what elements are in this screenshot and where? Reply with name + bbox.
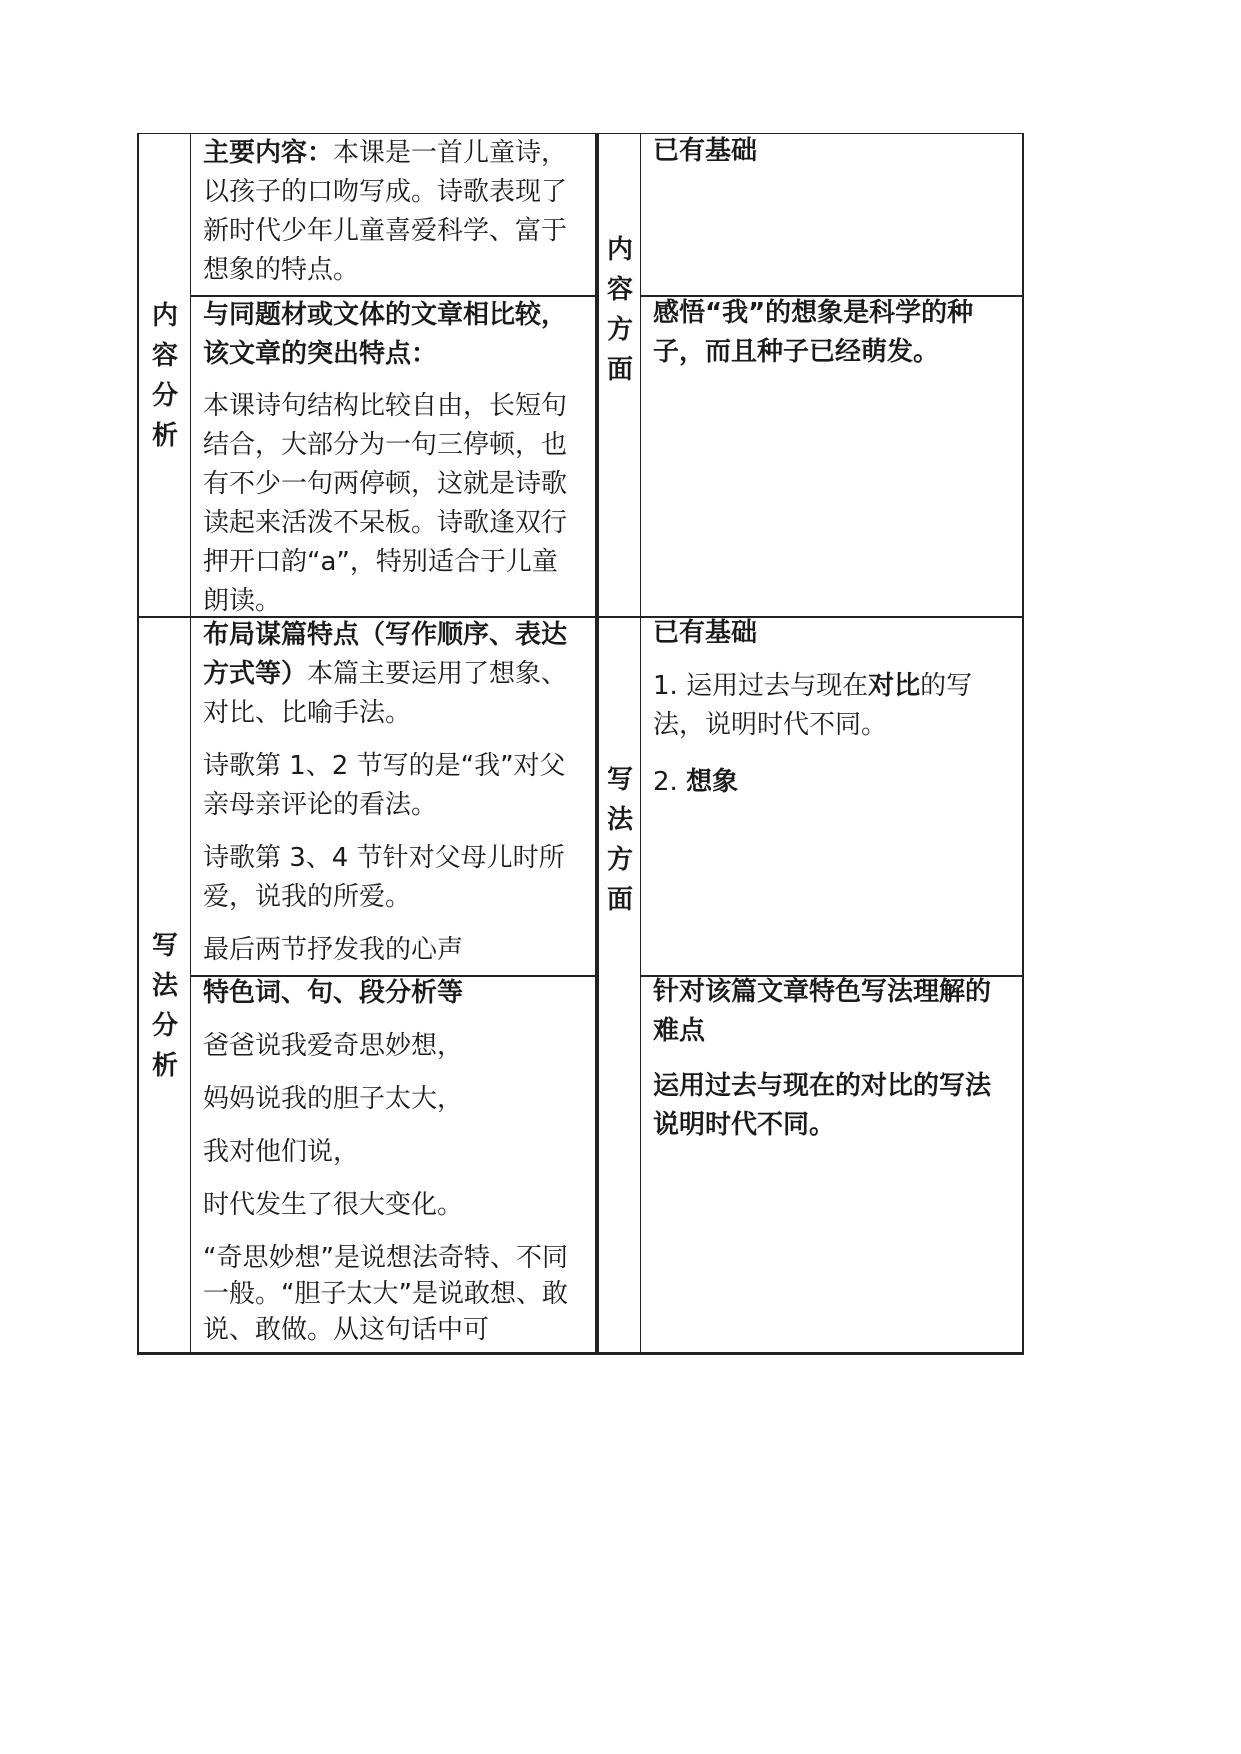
feature-line: 妈妈说我的胆子太大， (203, 1084, 464, 1114)
table-divider-col1 (190, 133, 191, 1354)
content-existing-basis: 已有基础 (653, 136, 758, 166)
layout-paragraph: 诗歌第 3、4 节针对父母儿时所爱，说我的所爱。 (203, 843, 565, 912)
layout-features-cell (203, 616, 583, 970)
writing-difficulty-heading: 针对该篇文章特色写法理解的难点 (653, 977, 992, 1046)
feature-heading: 特色词、句、段分析等 (203, 978, 464, 1008)
writing-difficulty-cell (653, 973, 1008, 1145)
feature-line: 我对他们说， (203, 1137, 360, 1167)
table-border-right (1022, 133, 1024, 1354)
feature-line: 爸爸说我爱奇思妙想， (203, 1031, 464, 1061)
layout-paragraph: 最后两节抒发我的心声 (203, 935, 464, 965)
layout-text: 本篇主要运用了想象、对比、比喻手法。 (203, 659, 568, 728)
row-label-writing-analysis: 写 法 分 析 (151, 931, 178, 1081)
row-label-content-aspect: 内 容 方 面 (606, 235, 633, 385)
content-difficulty: 感悟“我”的想象是科学的种子，而且种子已经萌发。 (653, 298, 974, 367)
table-divider-center (595, 133, 599, 1354)
writing-difficulty-text: 运用过去与现在的对比的写法说明时代不同。 (653, 1071, 992, 1140)
comparison-heading: 与同题材或文体的文章相比较，该文章的突出特点： (203, 300, 568, 369)
writing-existing-basis-cell (653, 614, 1008, 802)
main-content-heading: 主要内容： (203, 138, 334, 168)
feature-line: 时代发生了很大变化。 (203, 1190, 464, 1220)
table-divider-col3 (640, 133, 641, 1354)
writing-existing-basis: 已有基础 (653, 618, 758, 648)
feature-explanation: “奇思妙想”是说想法奇特、不同一般。“胆子太大”是说敢想、敢说、敢做。从这句话中可 (203, 1243, 568, 1345)
row-label-writing-aspect: 写 法 方 面 (606, 765, 633, 915)
row-label-content-analysis: 内 容 分 析 (151, 301, 178, 451)
writing-basis-item-1: 1. 运用过去与现在对比的写法，说明时代不同。 (653, 671, 973, 740)
layout-paragraph: 诗歌第 1、2 节写的是“我”对父亲母亲评论的看法。 (203, 751, 566, 820)
main-content-text: 本课是一首儿童诗，以孩子的口吻写成。诗歌表现了新时代少年儿童喜爱科学、富于想象的特点。 (203, 138, 568, 285)
comparison-text: 本课诗句结构比较自由，长短句结合，大部分为一句三停顿，也有不少一句两停顿，这就是诗歌读起来活泼不呆板。诗歌逢双行押开口韵“a”，特别适合于儿童朗读。 (203, 391, 568, 616)
writing-basis-item-2: 2. 想象 (653, 767, 739, 797)
table-border-left (137, 133, 139, 1354)
main-content-cell (203, 134, 583, 290)
feature-analysis-cell (203, 975, 583, 1348)
comparison-cell (203, 296, 583, 621)
layout-heading: 布局谋篇特点（写作顺序、表达方式等） (203, 620, 568, 689)
table-border-bottom (137, 1352, 1024, 1355)
